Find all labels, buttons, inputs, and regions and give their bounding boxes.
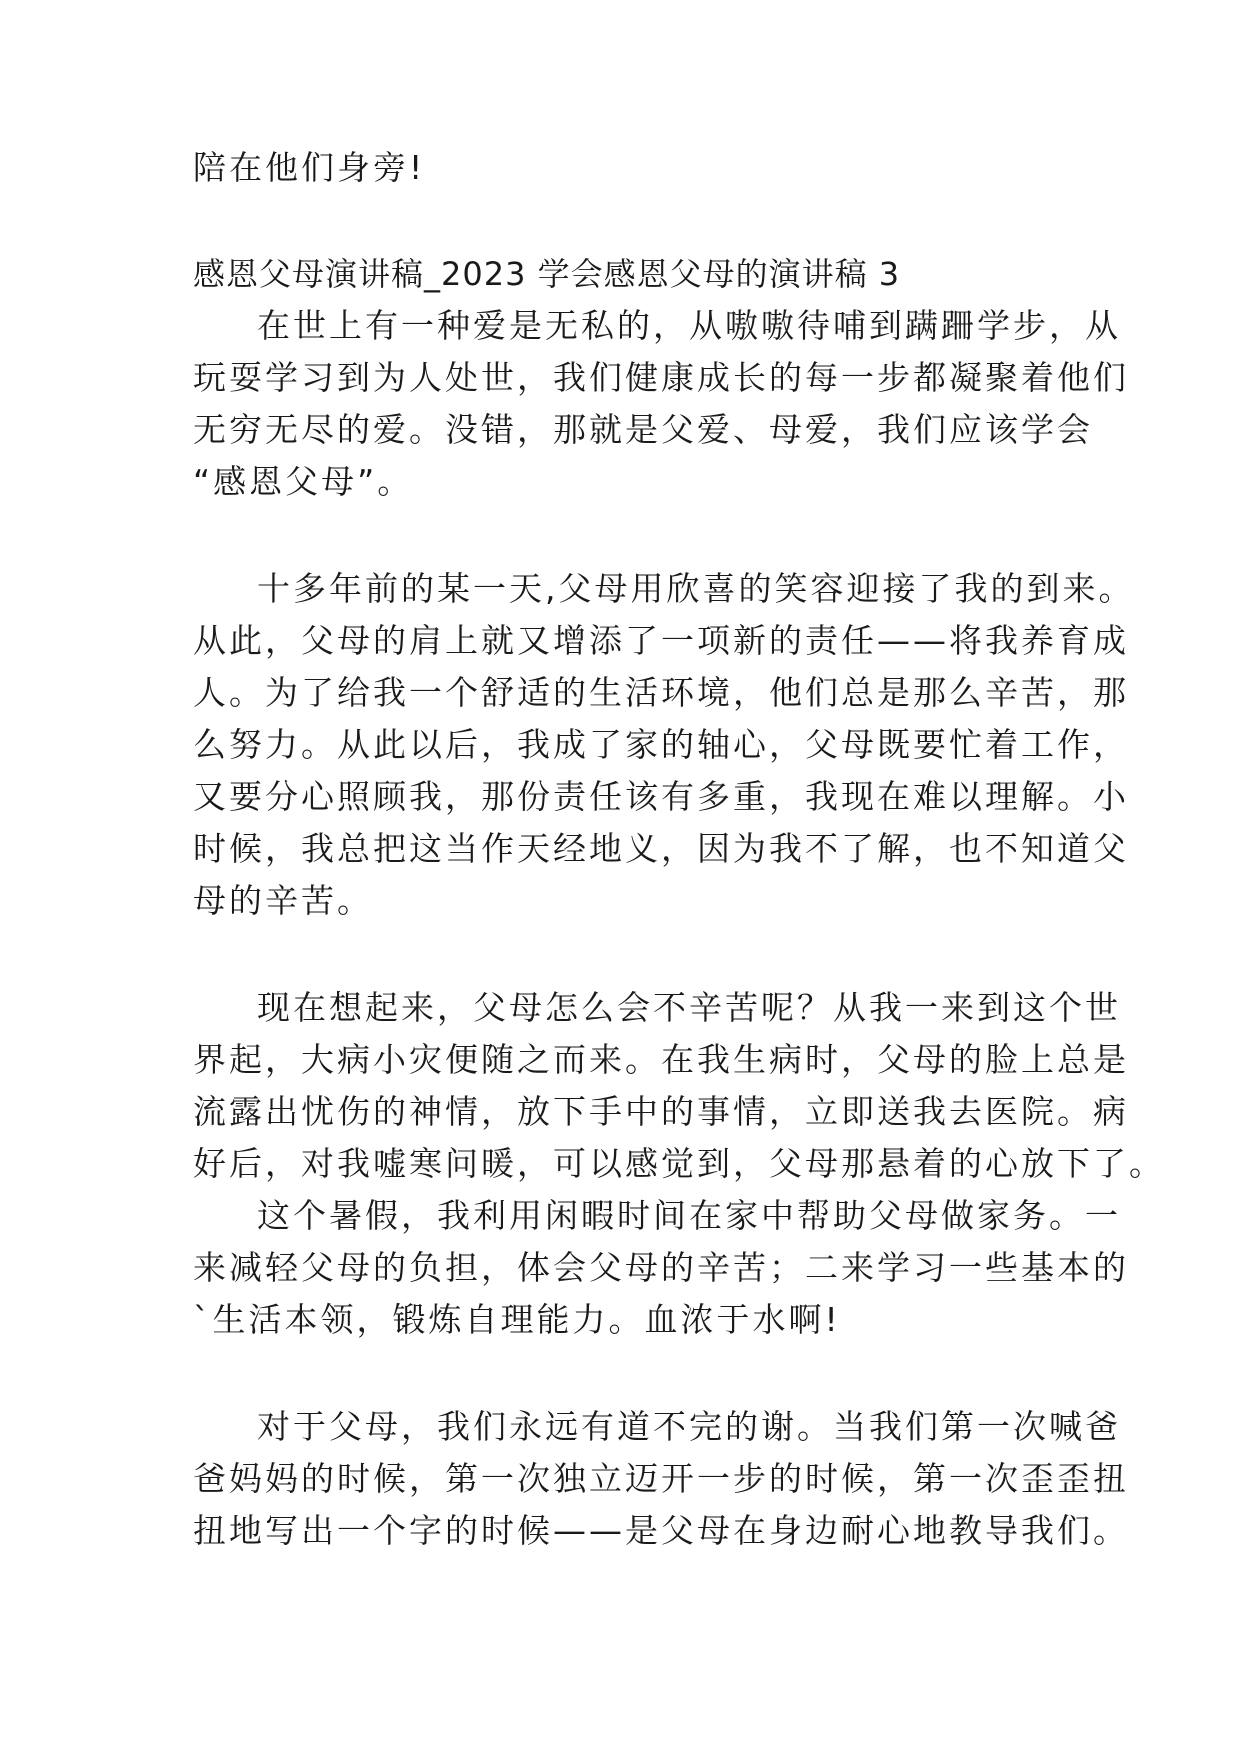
paragraph-line: 人。为了给我一个舒适的生活环境，他们总是那么辛苦，那 bbox=[193, 673, 1129, 712]
heading: 感恩父母演讲稿_2023 学会感恩父母的演讲稿 3 bbox=[193, 255, 901, 293]
paragraph-line: 十多年前的某一天,父母用欣喜的笑容迎接了我的到来。 bbox=[257, 569, 1135, 608]
paragraph-line: 现在想起来，父母怎么会不辛苦呢？从我一来到这个世 bbox=[257, 988, 1121, 1027]
paragraph-line: 对于父母，我们永远有道不完的谢。当我们第一次喊爸 bbox=[257, 1407, 1121, 1446]
paragraph-line: 又要分心照顾我，那份责任该有多重，我现在难以理解。小 bbox=[193, 777, 1129, 816]
paragraph-line: “感恩父母”。 bbox=[193, 462, 414, 501]
paragraph-line: 爸妈妈的时候，第一次独立迈开一步的时候，第一次歪歪扭 bbox=[193, 1459, 1129, 1498]
paragraph-line: 在世上有一种爱是无私的，从嗷嗷待哺到蹒跚学步，从 bbox=[257, 306, 1121, 345]
paragraph-line: 时候，我总把这当作天经地义，因为我不了解，也不知道父 bbox=[193, 829, 1129, 868]
text-fragment: 陪在他们身旁! bbox=[193, 148, 426, 187]
paragraph-line: `生活本领，锻炼自理能力。血浓于水啊! bbox=[193, 1300, 841, 1339]
paragraph-line: 么努力。从此以后，我成了家的轴心，父母既要忙着工作， bbox=[193, 725, 1129, 764]
paragraph-line: 好后，对我嘘寒问暖，可以感觉到，父母那悬着的心放下了。 bbox=[193, 1144, 1165, 1183]
paragraph-line: 这个暑假，我利用闲暇时间在家中帮助父母做家务。一 bbox=[257, 1196, 1121, 1235]
paragraph-line: 扭地写出一个字的时候——是父母在身边耐心地教导我们。 bbox=[193, 1511, 1129, 1550]
paragraph-line: 来减轻父母的负担，体会父母的辛苦；二来学习一些基本的 bbox=[193, 1248, 1129, 1287]
paragraph-line: 界起，大病小灾便随之而来。在我生病时，父母的脸上总是 bbox=[193, 1040, 1129, 1079]
paragraph-line: 流露出忧伤的神情，放下手中的事情，立即送我去医院。病 bbox=[193, 1092, 1129, 1131]
paragraph-line: 玩耍学习到为人处世，我们健康成长的每一步都凝聚着他们 bbox=[193, 358, 1129, 397]
paragraph-line: 母的辛苦。 bbox=[193, 881, 373, 920]
paragraph-line: 从此，父母的肩上就又增添了一项新的责任——将我养育成 bbox=[193, 621, 1129, 660]
paragraph-line: 无穷无尽的爱。没错，那就是父爱、母爱，我们应该学会 bbox=[193, 410, 1093, 449]
